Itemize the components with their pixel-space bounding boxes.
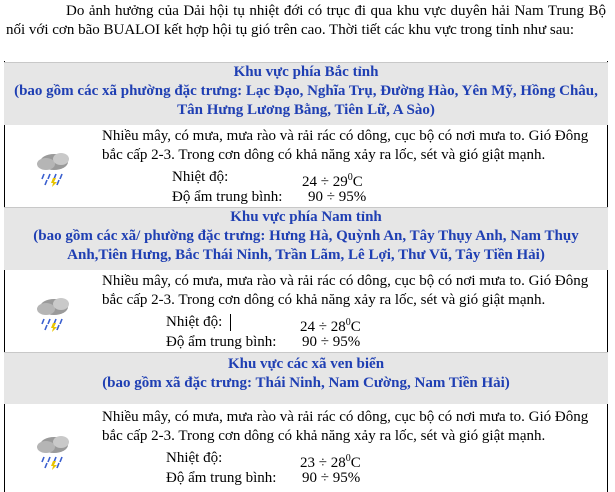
region-subtitle: (bao gồm các xã phường đặc trưng: Lạc Đạo, Nghĩa Trụ, Đường Hào, Yên Mỹ, Hồng Châu, Tân Hưng Lương Bằng, Tiên Lữ, A Sào) bbox=[14, 83, 598, 118]
intro-paragraph: Do ảnh hưởng của Dải hội tụ nhiệt đới có trục đi qua khu vực duyên hải Nam Trung Bộ nối với cơn bão BUALOI kết hợp hội tụ gió trên cao. Thời tiết các khu vực trong tỉnh như sau: bbox=[6, 3, 606, 38]
region-header-coastal bbox=[4, 352, 608, 404]
temperature-label: Nhiệt độ: bbox=[172, 169, 229, 185]
temperature-label: Nhiệt độ: bbox=[166, 450, 223, 466]
region-description: Nhiều mây, có mưa, mưa rào và rải rác có dông, cục bộ có nơi mưa to. Gió Đông bắc cấp 2-3. Trong cơn dông có khả năng xảy ra lốc, sét và gió giật mạnh. bbox=[102, 409, 589, 444]
text-cursor bbox=[230, 314, 231, 331]
rain-cloud-icon bbox=[34, 147, 74, 187]
region-body-south bbox=[4, 270, 608, 352]
humidity-value: 90 ÷ 95% bbox=[302, 334, 361, 350]
region-subtitle: (bao gồm các xã/ phường đặc trưng: Hưng Hà, Quỳnh An, Tây Thụy Anh, Nam Thụy Anh,Tiên Hưng, Bắc Thái Ninh, Trần Lãm, Lê Lợi, Thư Vũ, Tây Tiền Hải) bbox=[33, 228, 579, 263]
temperature-value: $24 \div 28^0C$ bbox=[300, 317, 361, 335]
region-body-coastal bbox=[4, 404, 608, 492]
region-title: Khu vực phía Nam tỉnh bbox=[230, 209, 382, 225]
region-header-north bbox=[4, 62, 608, 125]
region-subtitle: (bao gồm xã đặc trưng: Thái Ninh, Nam Cường, Nam Tiền Hải) bbox=[102, 375, 510, 391]
region-title: Khu vực phía Bắc tỉnh bbox=[233, 64, 379, 80]
region-description: Nhiều mây, có mưa, mưa rào và rải rác có dông, cục bộ có nơi mưa to. Gió Đông bắc cấp 2-3. Trong cơn dông có khả năng xảy ra lốc, sét và gió giật mạnh. bbox=[102, 273, 589, 308]
humidity-value: 90 ÷ 95% bbox=[302, 470, 361, 486]
humidity-label: Độ ẩm trung bình: bbox=[172, 189, 283, 205]
temperature-label: Nhiệt độ: bbox=[166, 314, 223, 330]
temperature-value: $23 \div 28^0C$ bbox=[300, 453, 361, 471]
region-description: Nhiều mây, có mưa, mưa rào và rải rác có dông, cục bộ có nơi mưa to. Gió Đông bắc cấp 2-3. Trong cơn dông có khả năng xảy ra lốc, sét và gió giật mạnh. bbox=[102, 128, 589, 163]
region-body-north bbox=[4, 125, 608, 207]
temperature-value: $24 \div 29^0C$ bbox=[302, 172, 363, 190]
humidity-label: Độ ẩm trung bình: bbox=[166, 470, 277, 486]
region-title: Khu vực các xã ven biển bbox=[227, 356, 385, 372]
humidity-value: 90 ÷ 95% bbox=[308, 189, 367, 205]
region-header-south bbox=[4, 207, 608, 270]
humidity-label: Độ ẩm trung bình: bbox=[166, 334, 277, 350]
rain-cloud-icon bbox=[34, 430, 74, 470]
rain-cloud-icon bbox=[34, 292, 74, 332]
